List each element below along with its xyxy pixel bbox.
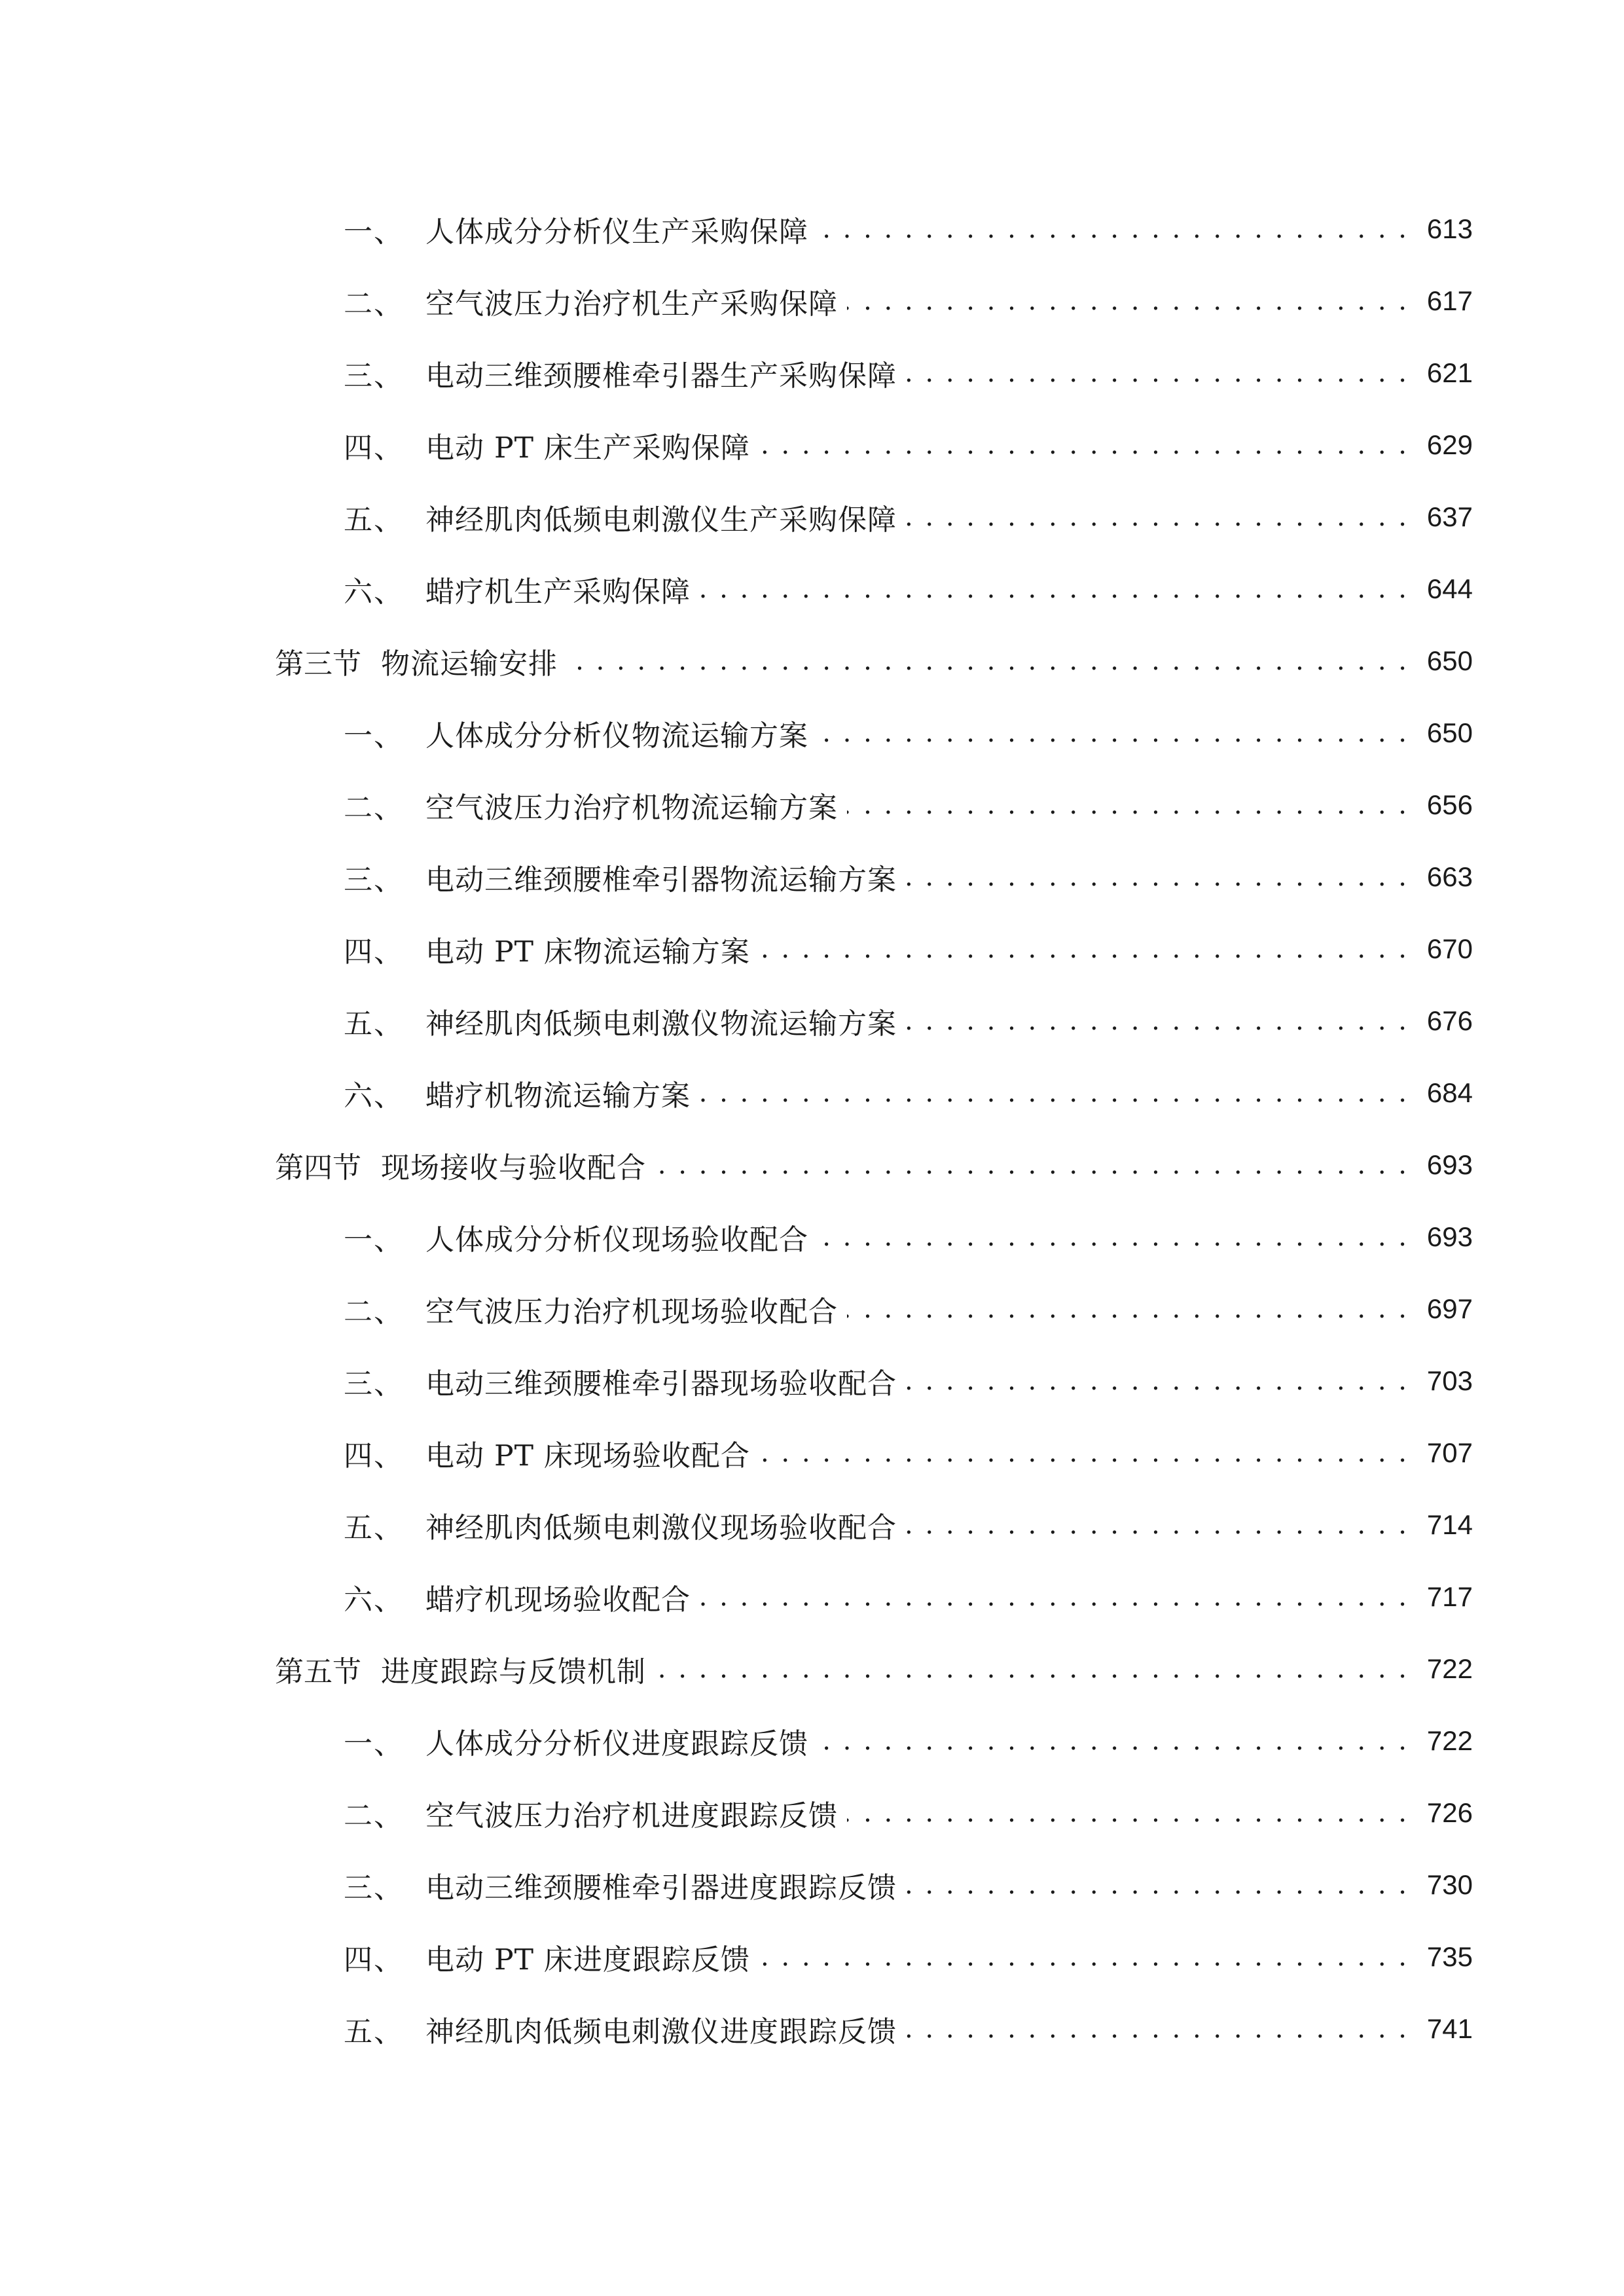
toc-item-entry[interactable] [275,841,1473,913]
toc-dot-leader [759,431,1409,459]
toc-page-number: 637 [1426,501,1473,532]
toc-item-entry[interactable] [275,1201,1473,1273]
toc-page-number: 684 [1426,1077,1473,1108]
toc-dot-leader [655,1151,1409,1179]
toc-item-entry[interactable] [275,1705,1473,1777]
toc-item-entry[interactable] [275,1345,1473,1417]
toc-page-number: 693 [1426,1221,1473,1252]
toc-dot-leader [759,935,1409,963]
toc-page-number: 730 [1426,1869,1473,1900]
toc-item-entry[interactable] [275,1993,1473,2065]
toc-page-number: 697 [1426,1293,1473,1324]
toc-entry-number: 五、 [344,503,404,537]
toc-page-number: 722 [1426,1725,1473,1756]
toc-page-number: 621 [1426,357,1473,388]
toc-entry-number: 四、 [344,935,404,969]
toc-entry-number: 四、 [344,1439,404,1473]
toc-dot-leader [906,503,1409,531]
toc-item-entry[interactable] [275,193,1473,265]
toc-entry-number: 一、 [344,719,404,753]
toc-entry-number: 三、 [344,863,404,897]
toc-entry-number: 二、 [344,1799,404,1833]
toc-section-entry[interactable] [275,625,1473,697]
toc-dot-leader [906,359,1409,387]
toc-entry-title: 空气波压力治疗机现场验收配合 [425,1295,838,1329]
toc-entry-title: 现场接收与验收配合 [381,1151,646,1185]
toc-item-entry[interactable] [275,697,1473,769]
toc-entry-number: 四、 [344,431,404,465]
toc-page-number: 676 [1426,1005,1473,1036]
toc-entry-title: 人体成分分析仪物流运输方案 [425,719,808,753]
toc-section-entry[interactable] [275,1129,1473,1201]
toc-entry-title: 电动 PT 床物流运输方案 [425,935,750,969]
toc-page-number: 703 [1426,1365,1473,1396]
toc-entry-title: 人体成分分析仪现场验收配合 [425,1223,808,1257]
toc-entry-number: 二、 [344,791,404,825]
toc-item-entry[interactable] [275,1849,1473,1921]
toc-page-number: 617 [1426,285,1473,316]
toc-dot-leader [818,719,1409,747]
toc-item-entry[interactable] [275,1777,1473,1849]
toc-entry-title: 神经肌肉低频电刺激仪进度跟踪反馈 [425,2015,897,2049]
toc-entry-title: 蜡疗机现场验收配合 [425,1583,691,1617]
toc-item-entry[interactable] [275,265,1473,337]
toc-entry-title: 电动三维颈腰椎牵引器物流运输方案 [425,863,897,897]
toc-entry-number: 二、 [344,287,404,321]
toc-page-number: 735 [1426,1941,1473,1972]
toc-dot-leader [906,1007,1409,1035]
toc-entry-number: 五、 [344,2015,404,2049]
toc-entry-title: 空气波压力治疗机进度跟踪反馈 [425,1799,838,1833]
toc-page-number: 629 [1426,429,1473,460]
toc-page-number: 722 [1426,1653,1473,1684]
toc-dot-leader [759,1439,1409,1467]
toc-page-number: 656 [1426,789,1473,820]
toc-item-entry[interactable] [275,1489,1473,1561]
toc-entry-number: 第四节 [275,1151,361,1185]
toc-entry-title: 电动 PT 床生产采购保障 [425,431,750,465]
toc-page-number: 650 [1426,645,1473,676]
toc-item-entry[interactable] [275,1057,1473,1129]
toc-entry-title: 神经肌肉低频电刺激仪物流运输方案 [425,1007,897,1041]
toc-dot-leader [906,1367,1409,1395]
toc-entry-title: 空气波压力治疗机物流运输方案 [425,791,838,825]
toc-dot-leader [655,1655,1409,1683]
toc-entry-title: 电动三维颈腰椎牵引器进度跟踪反馈 [425,1871,897,1905]
toc-page-number: 693 [1426,1149,1473,1180]
toc-page-number: 707 [1426,1437,1473,1468]
toc-dot-leader [818,215,1409,243]
toc-item-entry[interactable] [275,1921,1473,1993]
toc-entry-number: 五、 [344,1511,404,1545]
toc-dot-leader [847,1295,1409,1323]
toc-entry-title: 人体成分分析仪生产采购保障 [425,215,808,249]
toc-dot-leader [906,1511,1409,1539]
toc-dot-leader [906,863,1409,891]
toc-entry-title: 人体成分分析仪进度跟踪反馈 [425,1727,808,1761]
toc-entry-title: 神经肌肉低频电刺激仪现场验收配合 [425,1511,897,1545]
toc-entry-title: 空气波压力治疗机生产采购保障 [425,287,838,321]
toc-entry-number: 第五节 [275,1655,361,1689]
toc-page-number: 613 [1426,213,1473,244]
toc-item-entry[interactable] [275,481,1473,553]
toc-entry-title: 电动 PT 床进度跟踪反馈 [425,1943,750,1977]
toc-entry-number: 六、 [344,1079,404,1113]
toc-entry-number: 一、 [344,1727,404,1761]
toc-dot-leader [700,575,1409,603]
toc-item-entry[interactable] [275,553,1473,625]
toc-dot-leader [906,2015,1409,2043]
toc-entry-number: 三、 [344,1871,404,1905]
toc-page-number: 663 [1426,861,1473,892]
toc-entry-title: 蜡疗机生产采购保障 [425,575,691,609]
toc-entry-number: 一、 [344,1223,404,1257]
toc-item-entry[interactable] [275,337,1473,409]
toc-entry-number: 一、 [344,215,404,249]
toc-dot-leader [759,1943,1409,1971]
toc-item-entry[interactable] [275,1273,1473,1345]
toc-item-entry[interactable] [275,1561,1473,1633]
toc-dot-leader [567,647,1409,675]
toc-item-entry[interactable] [275,913,1473,985]
toc-entry-number: 二、 [344,1295,404,1329]
toc-dot-leader [700,1583,1409,1611]
toc-page-number: 644 [1426,573,1473,604]
toc-section-entry[interactable] [275,1633,1473,1705]
toc-dot-leader [847,1799,1409,1827]
toc-item-entry[interactable] [275,1417,1473,1489]
toc-dot-leader [700,1079,1409,1107]
toc-entry-number: 三、 [344,1367,404,1401]
toc-page-number: 717 [1426,1581,1473,1612]
table-of-contents [275,193,1473,2065]
toc-entry-title: 电动 PT 床现场验收配合 [425,1439,750,1473]
toc-entry-number: 四、 [344,1943,404,1977]
toc-page-number: 670 [1426,933,1473,964]
toc-dot-leader [818,1727,1409,1755]
toc-entry-title: 进度跟踪与反馈机制 [381,1655,646,1689]
toc-entry-title: 电动三维颈腰椎牵引器生产采购保障 [425,359,897,393]
toc-page-number: 714 [1426,1509,1473,1540]
toc-page-number: 741 [1426,2013,1473,2044]
toc-page-number: 650 [1426,717,1473,748]
toc-entry-number: 三、 [344,359,404,393]
toc-dot-leader [906,1871,1409,1899]
toc-item-entry[interactable] [275,409,1473,481]
toc-entry-number: 六、 [344,575,404,609]
toc-item-entry[interactable] [275,985,1473,1057]
toc-entry-title: 蜡疗机物流运输方案 [425,1079,691,1113]
toc-dot-leader [847,791,1409,819]
toc-entry-title: 物流运输安排 [381,647,558,681]
toc-entry-number: 五、 [344,1007,404,1041]
toc-entry-title: 神经肌肉低频电刺激仪生产采购保障 [425,503,897,537]
toc-item-entry[interactable] [275,769,1473,841]
toc-page-number: 726 [1426,1797,1473,1828]
toc-entry-number: 六、 [344,1583,404,1617]
toc-entry-title: 电动三维颈腰椎牵引器现场验收配合 [425,1367,897,1401]
toc-dot-leader [847,287,1409,315]
toc-dot-leader [818,1223,1409,1251]
toc-entry-number: 第三节 [275,647,361,681]
